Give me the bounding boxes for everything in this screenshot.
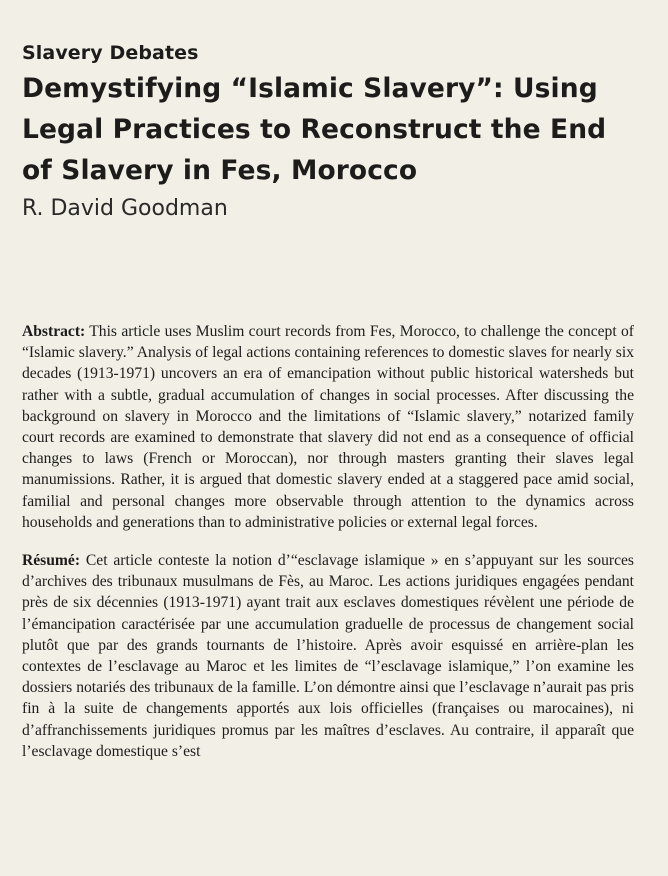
abstract-text: This article uses Muslim court records from Fes, Morocco, to challenge the concept of “Islamic slavery.” Analysis of legal actions containing references to domestic slaves for nearly six decades (1913-1971) uncovers an era of emancipation without public historical watersheds but rather with a subtle, gradual accumulation of changes in social processes. After discussing the background on slavery in Morocco and the limitations of “Islamic slavery,” notarized family court records are examined to demonstrate that slavery did not end as a consequence of official changes to laws (French or Moroccan), nor through masters granting their slaves legal manumissions. Rather, it is argued that domestic slavery ended at a staggered pace amid social, familial and personal changes more observable through attention to the dynamics across households and generations than to administrative policies or external legal forces.: [22, 323, 634, 531]
author-name: R. David Goodman: [22, 196, 228, 221]
article-title: Demystifying “Islamic Slavery”: Using Legal Practices to Reconstruct the End of Slavery in Fes, Morocco: [22, 73, 607, 186]
abstract-label: Abstract:: [22, 323, 86, 340]
resume-label: Résumé:: [22, 552, 81, 570]
resume-paragraph: [20, 550, 634, 762]
section-label: Slavery Debates: [22, 42, 199, 64]
resume-text: Cet article conteste la notion d’“esclavage islamique » en s’appuyant sur les sources d’archives des tribunaux musulmans de Fès, au Maroc. Les actions juridiques engagées pendant près de six décennies (1913-1971) ayant trait aux esclaves domestiques révèlent une période de l’émancipation caractérisée par une accumulation graduelle de processus de changement social plutôt que par des grands tournants de l’histoire. Après avoir esquissé en arrière-plan les contextes de l’esclavage au Maroc et les limites de “l’esclavage islamique,” l’on examine les dossiers notariés des tribunaux de la famille. L’on démontre ainsi que l’esclavage n’aurait pas pris fin à la suite de changements apportés aux lois officielles (françaises ou marocaines), ni d’affranchissements juridiques promus par les maîtres d’esclaves. Au contraire, il apparaît que l’esclavage domestique s’est: [22, 552, 634, 760]
abstract-paragraph: [20, 321, 634, 533]
